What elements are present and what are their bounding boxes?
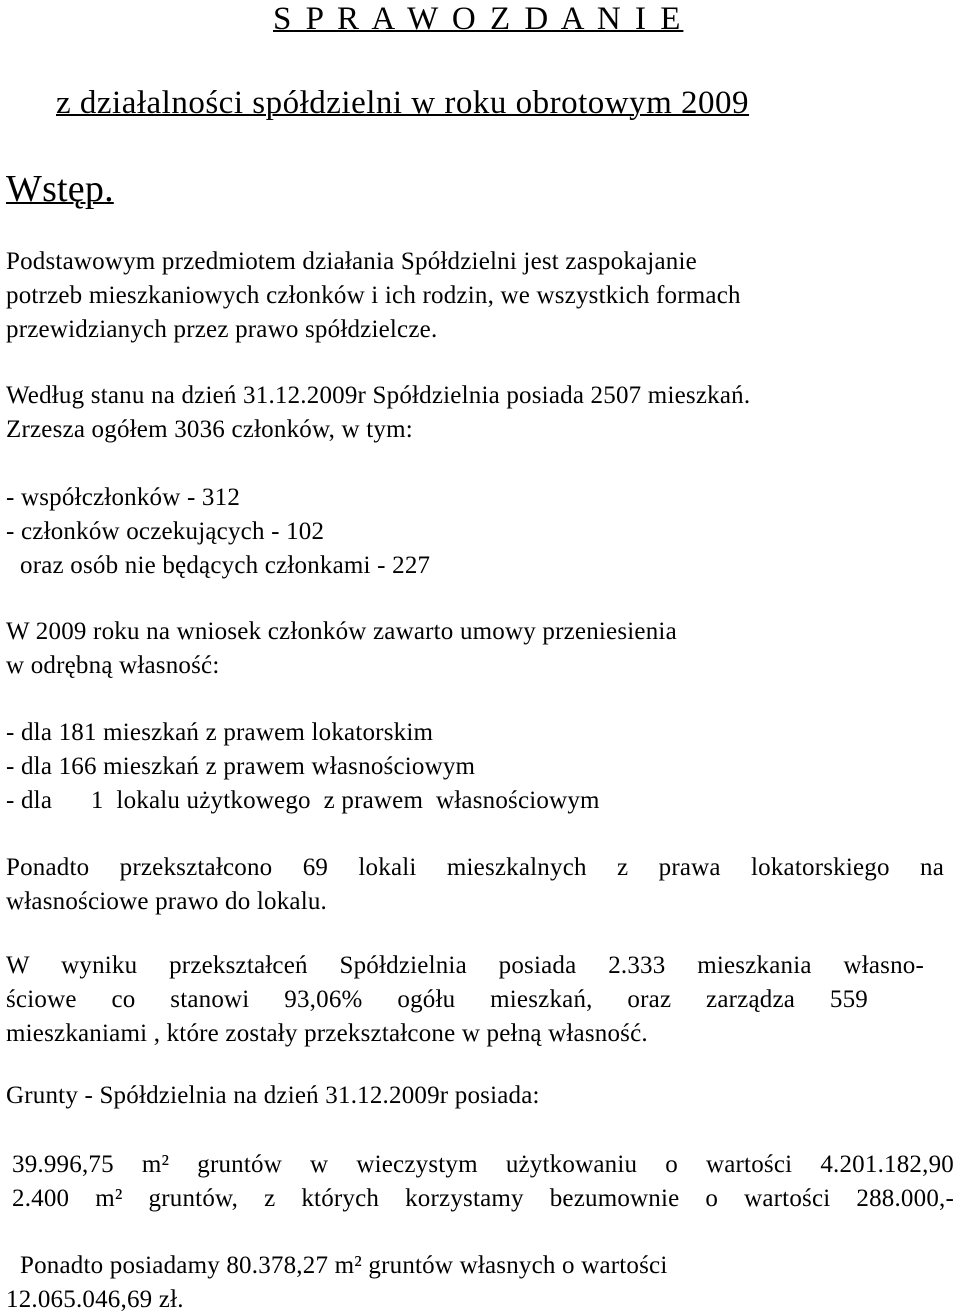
- list-item: - członków oczekujących - 102: [6, 518, 325, 545]
- paragraph-line: mieszkaniami , które zostały przekształcone w pełną własność.: [6, 1020, 648, 1047]
- paragraph-line: potrzeb mieszkaniowych członków i ich rodzin, we wszystkich formach: [6, 282, 741, 309]
- paragraph-line: [6, 985, 868, 1015]
- paragraph-line: Zrzesza ogółem 3036 członków, w tym:: [6, 416, 413, 443]
- land-heading: Grunty - Spółdzielnia na dzień 31.12.2009r posiada:: [6, 1082, 540, 1109]
- paragraph-line: W 2009 roku na wniosek członków zawarto umowy przeniesienia: [6, 618, 677, 645]
- land-item-text: 39.996,75 m² gruntów w wieczystym użytkowaniu o wartości 4.201.182,90: [12, 1151, 954, 1178]
- list-item: - współczłonków - 312: [6, 484, 241, 511]
- paragraph-line: [6, 951, 924, 981]
- paragraph-line: [6, 853, 944, 883]
- list-item: - dla 181 mieszkań z prawem lokatorskim: [6, 719, 434, 746]
- document-title: S P R A W O Z D A N I E: [273, 1, 684, 37]
- document-subtitle: z działalności spółdzielni w roku obrotowym 2009: [56, 85, 750, 121]
- list-item: oraz osób nie będących członkami - 227: [20, 552, 431, 579]
- paragraph-line-text: ściowe co stanowi 93,06% ogółu mieszkań, oraz zarządza 559: [6, 986, 868, 1013]
- paragraph-line: 12.065.046,69 zł.: [6, 1286, 184, 1313]
- section-heading-intro: Wstęp.: [6, 168, 114, 210]
- land-item-text: 2.400 m² gruntów, z których korzystamy bezumownie o wartości 288.000,-: [12, 1185, 954, 1212]
- land-item: [12, 1150, 954, 1180]
- land-item: [12, 1184, 954, 1214]
- paragraph-line: Według stanu na dzień 31.12.2009r Spółdzielnia posiada 2507 mieszkań.: [6, 382, 751, 409]
- paragraph-line: własnościowe prawo do lokalu.: [6, 888, 328, 915]
- paragraph-line: w odrębną własność:: [6, 652, 220, 679]
- paragraph-line-text: Ponadto przekształcono 69 lokali mieszkalnych z prawa lokatorskiego na: [6, 854, 944, 881]
- paragraph-line: Podstawowym przedmiotem działania Spółdzielni jest zaspokajanie: [6, 248, 697, 275]
- paragraph-line: przewidzianych przez prawo spółdzielcze.: [6, 316, 438, 343]
- list-item: - dla 1 lokalu użytkowego z prawem własnościowym: [6, 787, 600, 814]
- paragraph-line-text: W wyniku przekształceń Spółdzielnia posiada 2.333 mieszkania własno-: [6, 952, 924, 979]
- paragraph-line: Ponadto posiadamy 80.378,27 m² gruntów własnych o wartości: [20, 1252, 668, 1279]
- list-item: - dla 166 mieszkań z prawem własnościowym: [6, 753, 476, 780]
